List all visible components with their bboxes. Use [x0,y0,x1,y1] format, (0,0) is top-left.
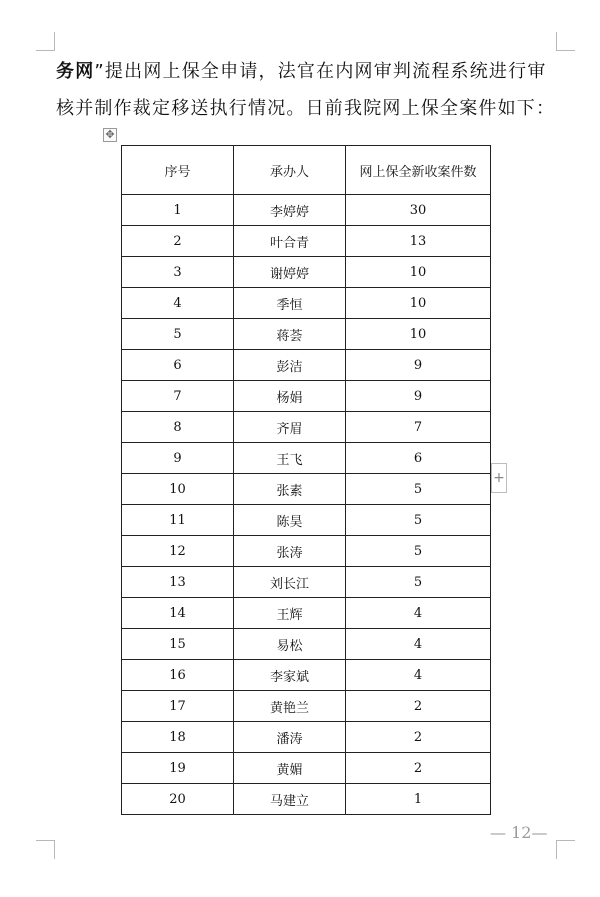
paragraph-line-1 [56,54,556,90]
cell-case-count: 4 [346,598,491,629]
cell-case-count: 2 [346,753,491,784]
table-row [122,288,491,319]
cell-case-count: 5 [346,505,491,536]
cell-handler: 陈昊 [234,505,346,536]
table-row [122,536,491,567]
cell-index: 16 [122,660,234,691]
cell-handler: 杨娟 [234,381,346,412]
cell-index: 19 [122,753,234,784]
cell-case-count: 9 [346,350,491,381]
cell-case-count: 4 [346,660,491,691]
cell-handler: 易松 [234,629,346,660]
cell-index: 3 [122,257,234,288]
crop-mark-bottom-left [36,840,55,859]
cell-index: 5 [122,319,234,350]
cell-handler: 马建立 [234,784,346,815]
table-row [122,567,491,598]
table-row [122,474,491,505]
cell-case-count: 9 [346,381,491,412]
table-row [122,691,491,722]
cell-case-count: 10 [346,257,491,288]
table-row [122,629,491,660]
cell-case-count: 1 [346,784,491,815]
header-case-count: 网上保全新收案件数 [346,146,491,195]
plus-icon[interactable]: + [491,463,507,493]
table-row [122,753,491,784]
cell-case-count: 2 [346,722,491,753]
cell-handler: 刘长江 [234,567,346,598]
cell-case-count: 5 [346,536,491,567]
cell-case-count: 30 [346,195,491,226]
table-row [122,722,491,753]
table-row [122,350,491,381]
cell-handler: 张素 [234,474,346,505]
cell-index: 10 [122,474,234,505]
move-arrows-icon[interactable]: ✥ [103,128,117,142]
cell-index: 7 [122,381,234,412]
header-handler: 承办人 [234,146,346,195]
cell-handler: 蒋荟 [234,319,346,350]
cell-index: 13 [122,567,234,598]
cell-handler: 黄艳兰 [234,691,346,722]
cell-handler: 黄媚 [234,753,346,784]
cell-handler: 彭洁 [234,350,346,381]
table-row [122,412,491,443]
cell-handler: 李家斌 [234,660,346,691]
cell-handler: 叶合青 [234,226,346,257]
case-table [121,145,491,815]
cell-handler: 李婷婷 [234,195,346,226]
crop-mark-top-right [556,32,575,51]
paragraph-line-2: 核并制作裁定移送执行情况。日前我院网上保全案件如下： [56,98,556,119]
table-row [122,443,491,474]
table-row [122,257,491,288]
table-row [122,381,491,412]
cell-handler: 季恒 [234,288,346,319]
page-number: — 12— [490,823,548,842]
cell-case-count: 13 [346,226,491,257]
crop-mark-bottom-right [556,840,575,859]
table-row [122,505,491,536]
cell-index: 1 [122,195,234,226]
table-row [122,319,491,350]
cell-index: 8 [122,412,234,443]
cell-case-count: 7 [346,412,491,443]
bold-prefix: 务网 [56,61,95,82]
cell-handler: 王飞 [234,443,346,474]
cell-index: 6 [122,350,234,381]
cell-case-count: 10 [346,319,491,350]
cell-index: 12 [122,536,234,567]
cell-handler: 张涛 [234,536,346,567]
table-row [122,226,491,257]
cell-handler: 齐眉 [234,412,346,443]
cell-case-count: 2 [346,691,491,722]
table-header-row [122,146,491,195]
cell-case-count: 4 [346,629,491,660]
cell-index: 2 [122,226,234,257]
cell-index: 11 [122,505,234,536]
cell-index: 4 [122,288,234,319]
table-row [122,784,491,815]
cell-case-count: 5 [346,474,491,505]
cell-case-count: 5 [346,567,491,598]
table-row [122,598,491,629]
cell-index: 14 [122,598,234,629]
cell-handler: 潘涛 [234,722,346,753]
table-row [122,195,491,226]
cell-index: 17 [122,691,234,722]
table-row [122,660,491,691]
cell-index: 18 [122,722,234,753]
cell-case-count: 6 [346,443,491,474]
cell-index: 15 [122,629,234,660]
cell-case-count: 10 [346,288,491,319]
cell-handler: 王辉 [234,598,346,629]
header-index: 序号 [122,146,234,195]
cell-handler: 谢婷婷 [234,257,346,288]
crop-mark-top-left [36,32,55,51]
cell-index: 20 [122,784,234,815]
cell-index: 9 [122,443,234,474]
paragraph-line-1-text: ”提出网上保全申请，法官在内网审判流程系统进行审 [94,61,547,82]
